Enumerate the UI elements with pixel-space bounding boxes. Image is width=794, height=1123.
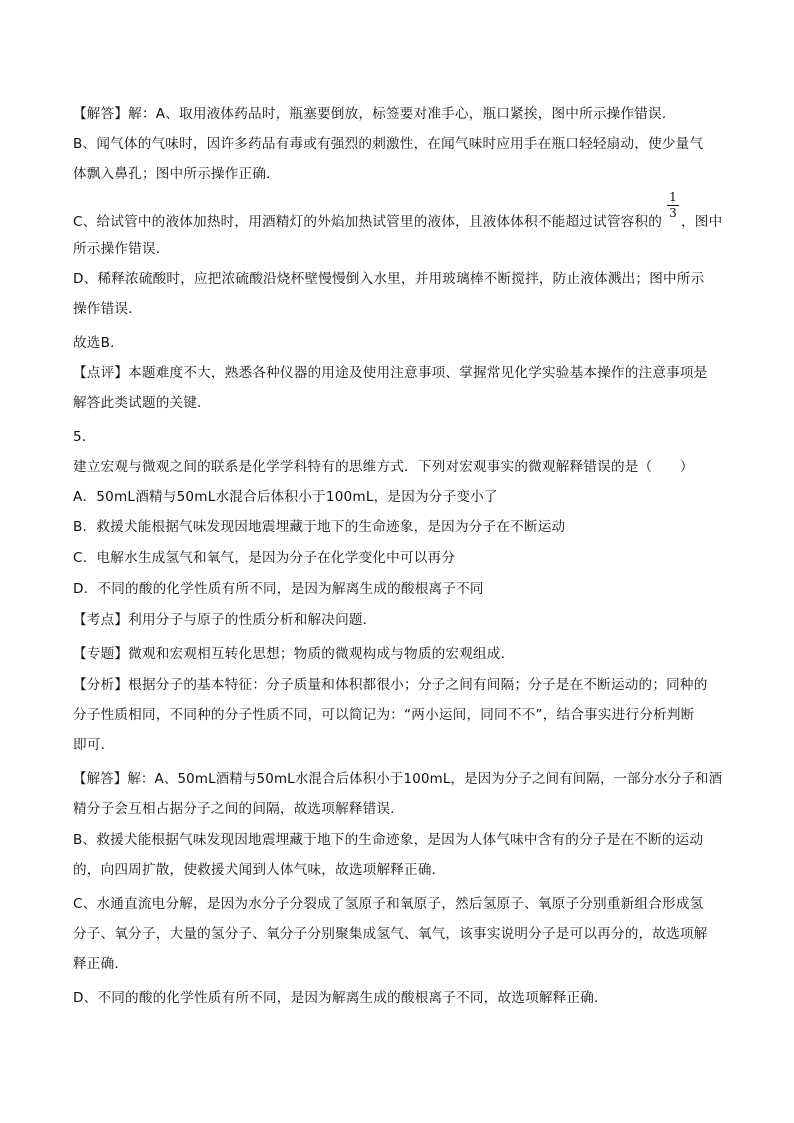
text-line: ，图中 <box>681 214 723 230</box>
text-line: 【解答】解：A、取用液体药品时，瓶塞要倒放，标签要对准手心，瓶口紧挨，图中所示操作错误． <box>73 106 676 122</box>
text-line: 即可． <box>73 737 115 753</box>
text-line: 所示操作错误． <box>73 241 170 257</box>
text-line: 解答此类试题的关键． <box>73 395 211 411</box>
text-line: 精分子会互相占据分子之间的间隔，故选项解释错误． <box>73 801 405 817</box>
text-line: 分子性质相同，不同种的分子性质不同，可以简记为：“两小运间，同同不不”，结合事实进行分析判断 <box>73 707 695 723</box>
text-line: D、不同的酸的化学性质有所不同，是因为解离生成的酸根离子不同，故选项解释正确． <box>73 990 608 1006</box>
text-line: 【点评】本题难度不大，熟悉各种仪器的用途及使用注意事项、掌握常见化学实验基本操作的注意事项是 <box>73 365 708 381</box>
text-line: 故选B． <box>73 335 124 351</box>
text-line: 【专题】微观和宏观相互转化思想；物质的微观构成与物质的宏观组成． <box>73 646 515 662</box>
text-line: 【解答】解：A、50mL酒精与50mL水混合后体积小于100mL，是因为分子之间有间隔，一部分水分子和酒 <box>73 771 723 787</box>
text-line: B、闻气体的气味时，因许多药品有毒或有强烈的刺激性，在闻气味时应用手在瓶口轻轻扇动，使少量气 <box>73 136 704 152</box>
text-line: 【分析】根据分子的基本特征：分子质量和体积都很小；分子之间有间隔；分子是在不断运动的；同种的 <box>73 677 708 693</box>
text-line: 【考点】利用分子与原子的性质分析和解决问题． <box>73 612 377 628</box>
text-line: 释正确． <box>73 956 129 972</box>
text-line: 分子、氧分子，大量的氢分子、氧分子分别聚集成氢气、氧气，该事实说明分子是可以再分的，故选项解 <box>73 926 708 942</box>
text-line: 操作错误． <box>73 301 142 317</box>
option-a: A．50mL酒精与50mL水混合后体积小于100mL，是因为分子变小了 <box>73 489 498 505</box>
option-d: D．不同的酸的化学性质有所不同，是因为解离生成的酸根离子不同 <box>73 581 484 597</box>
text-line: C、水通直流电分解，是因为水分子分裂成了氢原子和氧原子，然后氢原子、氧原子分别重新组合形成氢 <box>73 896 704 912</box>
option-c: C．电解水生成氢气和氧气，是因为分子在化学变化中可以再分 <box>73 550 456 566</box>
text-line: 的，向四周扩散，使救援犬闻到人体气味，故选项解释正确． <box>73 862 446 878</box>
option-b: B．救援犬能根据气味发现因地震埋藏于地下的生命迹象，是因为分子在不断运动 <box>73 519 566 535</box>
question-number: 5． <box>73 429 96 445</box>
text-line: D、稀释浓硫酸时，应把浓硫酸沿烧杯壁慢慢倒入水里，并用玻璃棒不断搅拌，防止液体溅出；图中所示 <box>73 271 705 287</box>
text-line: B、救援犬能根据气味发现因地震埋藏于地下的生命迹象，是因为人体气味中含有的分子是在不断的运动 <box>73 832 704 848</box>
text-line: C、给试管中的液体加热时，用酒精灯的外焰加热试管里的液体，且液体体积不能超过试管容积的 <box>73 214 663 230</box>
question-stem: 建立宏观与微观之间的联系是化学学科特有的思维方式．下列对宏观事实的微观解释错误的是（ ） <box>73 459 694 475</box>
text-line: 体飘入鼻孔；图中所示操作正确． <box>73 166 280 182</box>
fraction-one-third <box>667 190 679 220</box>
fraction-denominator: 3 <box>669 206 677 220</box>
fraction-numerator: 1 <box>669 190 677 204</box>
